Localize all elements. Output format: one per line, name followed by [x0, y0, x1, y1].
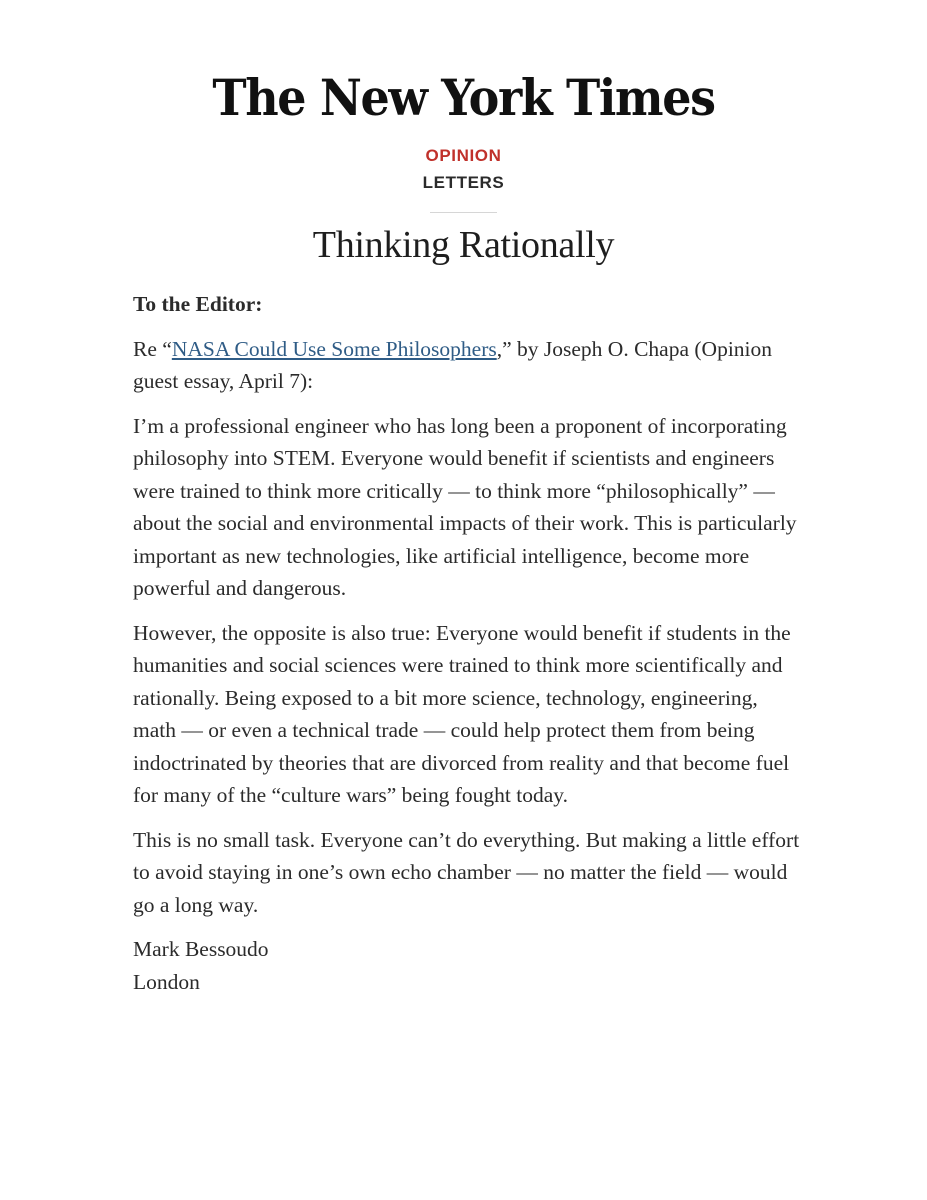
referenced-essay-link[interactable]: NASA Could Use Some Philosophers: [171, 336, 497, 361]
letter-paragraph-1: I’m a professional engineer who has long been a proponent of incorporating philosophy into STEM. Everyone would benefit if scientists and engineers were trained to think more critically — to think more “philosophically” — about the social and environmental impacts of their work. This is particularly important as new technologies, like artificial intelligence, become more powerful and dangerous.: [133, 413, 797, 600]
letter-paragraph-2: However, the opposite is also true: Everyone would benefit if students in the humanities and social sciences were trained to think more scientifically and rationally. Being exposed to a bit more science, technology, engineering, math — or even a technical trade — could help protect them from being indoctrinated by theories that are divorced from reality and that become fuel for many of the “culture wars” being fought today.: [133, 620, 791, 807]
letter-reference: [133, 333, 803, 398]
signature-location: London: [133, 969, 200, 994]
signature-name: Mark Bessoudo: [133, 937, 269, 961]
masthead-logo: The New York Times: [212, 68, 715, 127]
letter-body: [133, 288, 803, 998]
article-headline: Thinking Rationally: [312, 224, 615, 266]
section-opinion-label[interactable]: OPINION: [425, 146, 502, 165]
letter-paragraph-3: This is no small task. Everyone can’t do everything. But making a little effort to avoid staying in one’s own echo chamber — no matter the field — would go a long way.: [133, 827, 800, 917]
section-letters-label[interactable]: LETTERS: [422, 173, 505, 192]
reference-prefix: Re “: [133, 336, 172, 361]
reference-suffix: ,” by Joseph O. Chapa (Opinion guest essay, April 7):: [133, 336, 773, 393]
header-divider: [430, 212, 497, 213]
letter-signature: [133, 933, 803, 998]
letter-salutation: To the Editor:: [133, 292, 263, 316]
